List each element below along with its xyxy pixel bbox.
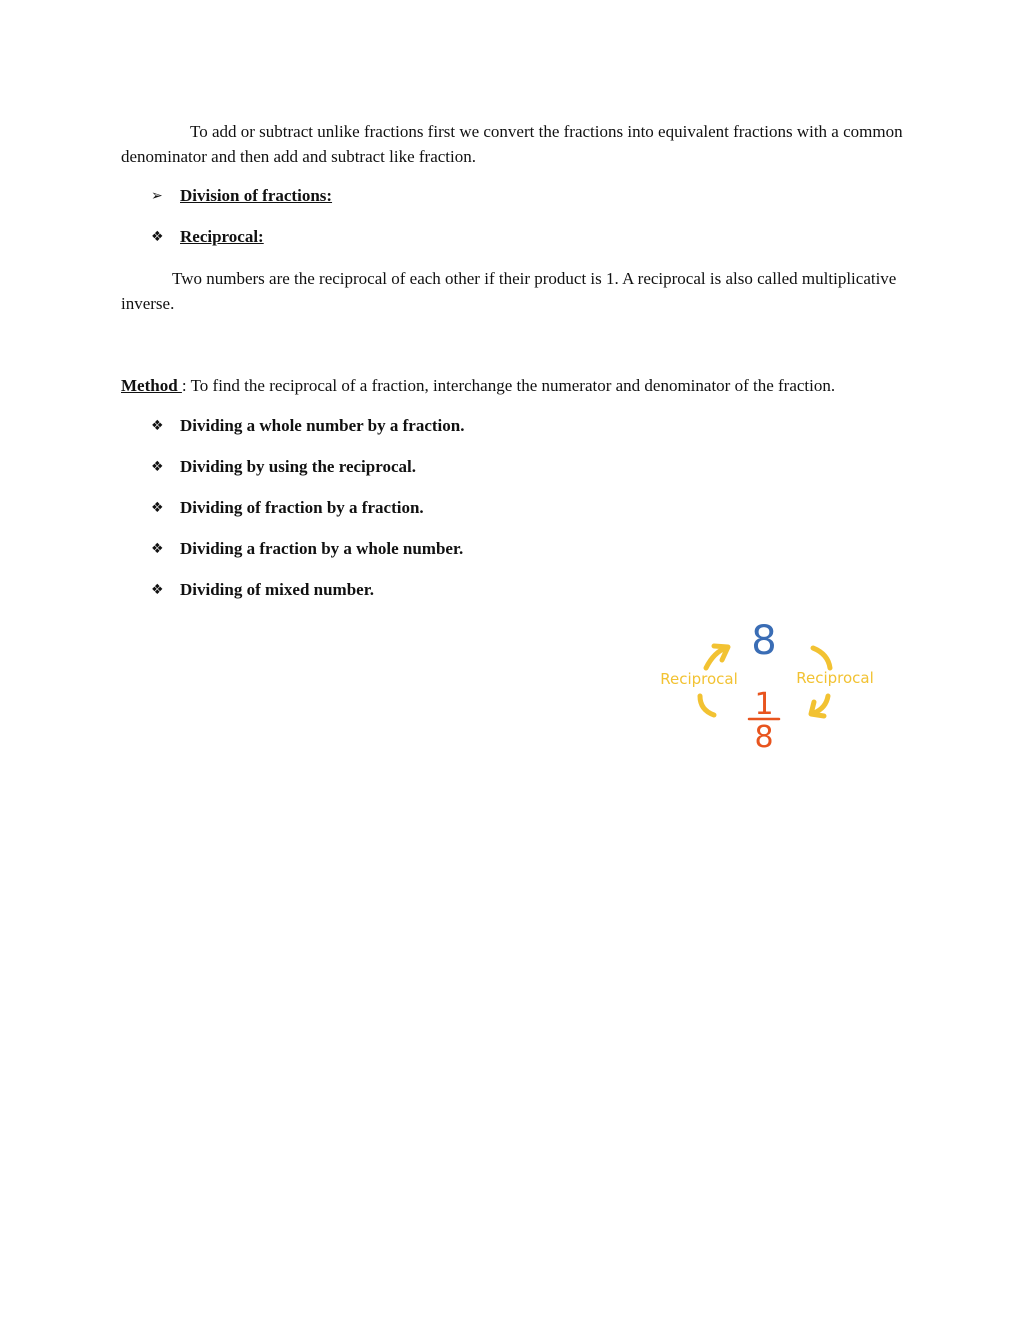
topic-item [151,537,463,561]
topic-item [151,578,374,602]
reciprocal-diagram-svg [650,612,890,757]
topic-text: Dividing a fraction by a whole number. [180,539,464,558]
diamond-bullet-icon: ❖ [151,459,164,475]
topic-item [151,496,424,520]
diamond-bullet-icon: ❖ [151,582,164,598]
diamond-bullet-icon: ❖ [151,229,164,245]
reciprocal-heading [151,225,264,249]
division-heading [151,184,332,208]
method-text: : To find the reciprocal of a fraction, interchange the numerator and denominator of the fraction. [181,376,836,395]
topic-text: Dividing by using the reciprocal. [180,457,416,476]
reciprocal-diagram [650,612,890,757]
topic-text: Dividing of fraction by a fraction. [180,498,424,517]
topic-text: Dividing a whole number by a fraction. [180,416,465,435]
division-heading-text: Division of fractions: [180,186,333,205]
fraction-numerator: 1 [754,687,774,722]
left-reciprocal-label: Reciprocal [660,670,738,688]
left-lower-arc-icon [700,696,714,715]
topic-item [151,414,464,438]
whole-number: 8 [751,618,777,664]
reciprocal-heading-text: Reciprocal: [180,227,264,246]
topic-item [151,455,416,479]
intro-paragraph [121,119,911,169]
arrow-bullet-icon: ➢ [151,188,163,204]
method-label: Method [121,376,182,395]
reciprocal-definition-text: Two numbers are the reciprocal of each other if their product is 1. A reciprocal is also called multiplicative inverse. [121,269,897,313]
method-paragraph [121,373,921,398]
intro-text: To add or subtract unlike fractions first we convert the fractions into equivalent fractions with a common denominator and then add and subtract like fraction. [121,122,903,166]
reciprocal-definition [121,266,911,316]
right-lower-arrow-icon [814,696,828,713]
topic-text: Dividing of mixed number. [180,580,374,599]
fraction-denominator: 8 [754,720,774,755]
diamond-bullet-icon: ❖ [151,541,164,557]
diamond-bullet-icon: ❖ [151,418,164,434]
right-reciprocal-label: Reciprocal [796,669,874,687]
diamond-bullet-icon: ❖ [151,500,164,516]
right-upper-arc-icon [813,648,830,668]
